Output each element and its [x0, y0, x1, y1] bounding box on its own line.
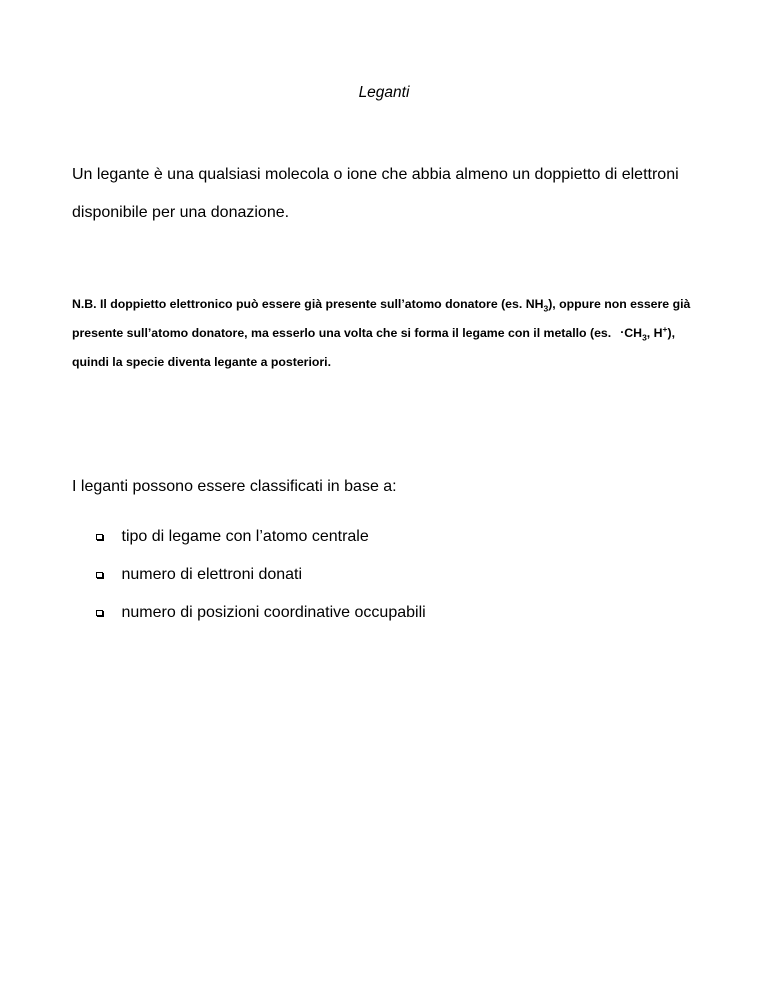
classification-intro: I leganti possono essere classificati in base a: [72, 478, 397, 495]
h-superscript: + [662, 323, 668, 334]
h-text: , H [646, 326, 663, 340]
classification-list [96, 518, 426, 632]
note-text-part1: N.B. Il doppietto elettronico può essere già presente sull’atomo donatore (es. NH [72, 297, 544, 311]
square-bullet-icon [96, 572, 103, 579]
ch-text: CH [624, 326, 643, 340]
nh3-subscript: 3 [543, 303, 549, 314]
note-text-part2: ), oppure non essere già presente sull’atomo donatore, ma esserlo una volta che si forma il legame con il metallo (es. [72, 297, 691, 340]
list-item [96, 556, 426, 594]
page-title: Leganti [358, 84, 410, 101]
list-item-label: tipo di legame con l’atomo centrale [121, 528, 369, 545]
square-bullet-icon [96, 534, 103, 541]
list-item [96, 518, 426, 556]
note-text-part3: ), quindi la specie diventa legante a posteriori. [72, 326, 675, 369]
definition-paragraph: Un legante è una qualsiasi molecola o ione che abbia almeno un doppietto di elettroni disponibile per una donazione. [72, 166, 679, 221]
list-item [96, 594, 426, 632]
ch3-subscript: 3 [642, 332, 647, 343]
note-paragraph [72, 290, 712, 377]
square-bullet-icon [96, 610, 103, 617]
radical-dot: · [620, 325, 625, 339]
list-item-label: numero di posizioni coordinative occupabili [121, 604, 426, 621]
list-item-label: numero di elettroni donati [121, 566, 303, 583]
